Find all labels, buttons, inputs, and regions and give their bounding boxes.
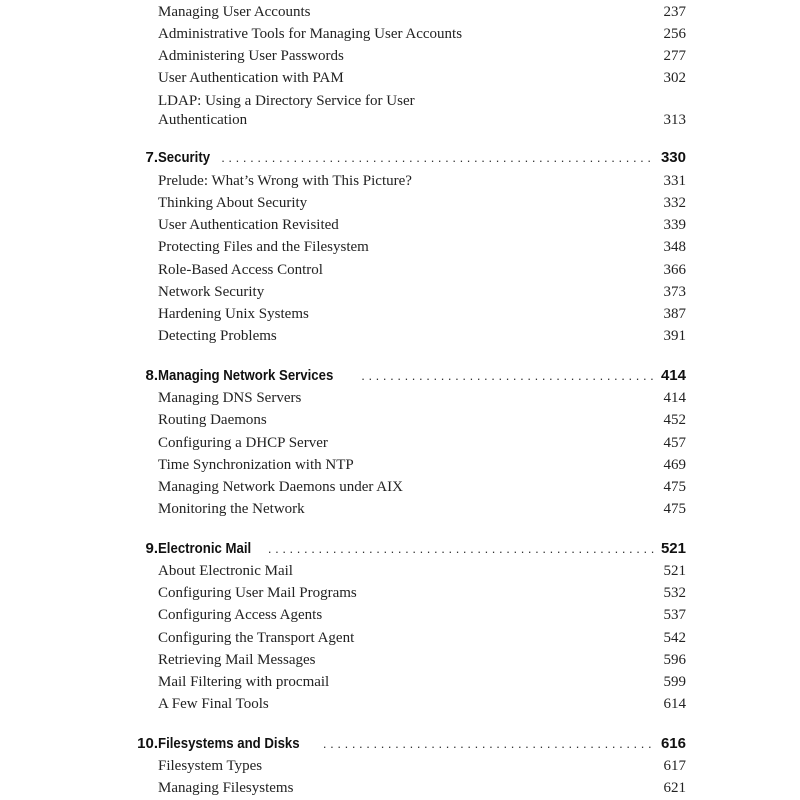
dot-leader: [323, 734, 655, 754]
toc-entry[interactable]: [158, 433, 686, 453]
chapter-number: 9.: [145, 540, 158, 557]
toc-entry-title: Retrieving Mail Messages: [158, 652, 316, 668]
toc-entry-title: Configuring Access Agents: [158, 607, 323, 623]
toc-entry[interactable]: [158, 2, 686, 22]
toc-entry[interactable]: [158, 499, 686, 519]
toc-entry[interactable]: [158, 304, 686, 324]
toc-entry-title: LDAP: Using a Directory Service for User Authentication: [158, 93, 415, 128]
toc-entry[interactable]: [158, 260, 686, 280]
dot-leader: [268, 539, 655, 559]
toc-entry-page: 475: [663, 501, 686, 517]
toc-entry-page: 332: [663, 195, 686, 211]
toc-entry-page: 391: [663, 328, 686, 344]
toc-entry-title: Role-Based Access Control: [158, 262, 323, 278]
toc-entry-page: 339: [663, 217, 686, 233]
chapter-title: Security: [158, 149, 211, 166]
chapter-page: 414: [660, 367, 686, 384]
toc-entry[interactable]: [158, 778, 686, 798]
toc-entry[interactable]: [158, 282, 686, 302]
toc-entry-title: User Authentication with PAM: [158, 70, 344, 86]
toc-entry[interactable]: [158, 455, 686, 475]
chapter-page: 521: [660, 540, 686, 557]
dot-leader: [361, 366, 655, 386]
toc-entry-title: User Authentication Revisited: [158, 217, 339, 233]
toc-entry-page: 373: [663, 284, 686, 300]
toc-entry-page: 596: [663, 652, 686, 668]
toc-entry-title: Managing User Accounts: [158, 4, 311, 20]
toc-entry[interactable]: [158, 410, 686, 430]
chapter-page: 616: [660, 735, 686, 752]
toc-entry-page: 542: [663, 630, 686, 646]
toc-entry[interactable]: [158, 672, 686, 692]
toc-entry-title: Protecting Files and the Filesystem: [158, 239, 369, 255]
chapter-page: 330: [660, 149, 686, 166]
chapter-title: Managing Network Services: [158, 367, 334, 384]
toc-entry-page: 313: [663, 112, 686, 128]
toc-entry[interactable]: [158, 326, 686, 346]
toc-entry-page: 475: [663, 479, 686, 495]
toc-entry[interactable]: [158, 694, 686, 714]
toc-entry[interactable]: [158, 477, 686, 497]
toc-entry-title: Detecting Problems: [158, 328, 277, 344]
toc-entry[interactable]: [158, 605, 686, 625]
toc-entry-title: Administering User Passwords: [158, 48, 344, 64]
toc-entry-title: A Few Final Tools: [158, 696, 269, 712]
toc-entry-title: Routing Daemons: [158, 412, 267, 428]
toc-entry-page: 452: [663, 412, 686, 428]
toc-entry-page: 599: [663, 674, 686, 690]
toc-entry-title: Managing Network Daemons under AIX: [158, 479, 403, 495]
toc-entry-page: 237: [663, 4, 686, 20]
toc-entry-title: Thinking About Security: [158, 195, 308, 211]
toc-entry-title: Network Security: [158, 284, 265, 300]
toc-entry[interactable]: [158, 583, 686, 603]
toc-entry-title: Hardening Unix Systems: [158, 306, 309, 322]
toc-entry-page: 277: [663, 48, 686, 64]
toc-entry-title: Time Synchronization with NTP: [158, 457, 354, 473]
toc-entry-title: About Electronic Mail: [158, 563, 293, 579]
chapter-heading[interactable]: [118, 148, 686, 168]
toc-entry-page: 469: [663, 457, 686, 473]
toc-entry-title: Configuring User Mail Programs: [158, 585, 357, 601]
toc-entry-page: 387: [663, 306, 686, 322]
toc-entry[interactable]: [158, 650, 686, 670]
toc-entry-title: Managing Filesystems: [158, 780, 294, 796]
toc-entry[interactable]: [158, 193, 686, 213]
toc-entry[interactable]: [158, 237, 686, 257]
toc-entry-page: 414: [663, 390, 686, 406]
toc-entry-page: 614: [663, 696, 686, 712]
toc-entry[interactable]: [158, 68, 686, 88]
toc-entry-page: 457: [663, 435, 686, 451]
toc-entry[interactable]: [158, 90, 686, 130]
chapter-title: Electronic Mail: [158, 540, 252, 557]
toc-entry-page: 302: [663, 70, 686, 86]
toc-entry-title: Configuring a DHCP Server: [158, 435, 328, 451]
toc-entry-title: Configuring the Transport Agent: [158, 630, 355, 646]
chapter-heading[interactable]: [118, 539, 686, 559]
toc-entry-page: 621: [663, 780, 686, 796]
toc-entry[interactable]: [158, 46, 686, 66]
chapter-number: 8.: [145, 367, 158, 384]
toc-entry-page: 521: [663, 563, 686, 579]
toc-entry-page: 348: [663, 239, 686, 255]
toc-entry-page: 537: [663, 607, 686, 623]
toc-entry[interactable]: [158, 561, 686, 581]
toc-entry[interactable]: [158, 388, 686, 408]
toc-entry-page: 366: [663, 262, 686, 278]
toc-entry-title: Prelude: What’s Wrong with This Picture?: [158, 173, 412, 189]
toc-entry[interactable]: [158, 24, 686, 44]
toc-entry-page: 256: [663, 26, 686, 42]
toc-entry-title: Filesystem Types: [158, 758, 263, 774]
toc-entry-title: Managing DNS Servers: [158, 390, 302, 406]
toc-entry-title: Monitoring the Network: [158, 501, 305, 517]
toc-entry-page: 331: [663, 173, 686, 189]
toc-entry[interactable]: [158, 215, 686, 235]
dot-leader: [221, 148, 655, 168]
chapter-title: Filesystems and Disks: [158, 735, 300, 752]
toc-entry[interactable]: [158, 756, 686, 776]
toc-entry-page: 532: [663, 585, 686, 601]
toc-entry[interactable]: [158, 171, 686, 191]
toc-entry-title: Mail Filtering with procmail: [158, 674, 330, 690]
chapter-heading[interactable]: [118, 734, 686, 754]
toc-entry-page: 617: [663, 758, 686, 774]
chapter-number: 7.: [145, 149, 158, 166]
toc-entry[interactable]: [158, 628, 686, 648]
toc-entry-title: Administrative Tools for Managing User Accounts: [158, 26, 463, 42]
chapter-number: 10.: [137, 735, 158, 752]
chapter-heading[interactable]: [118, 366, 686, 386]
